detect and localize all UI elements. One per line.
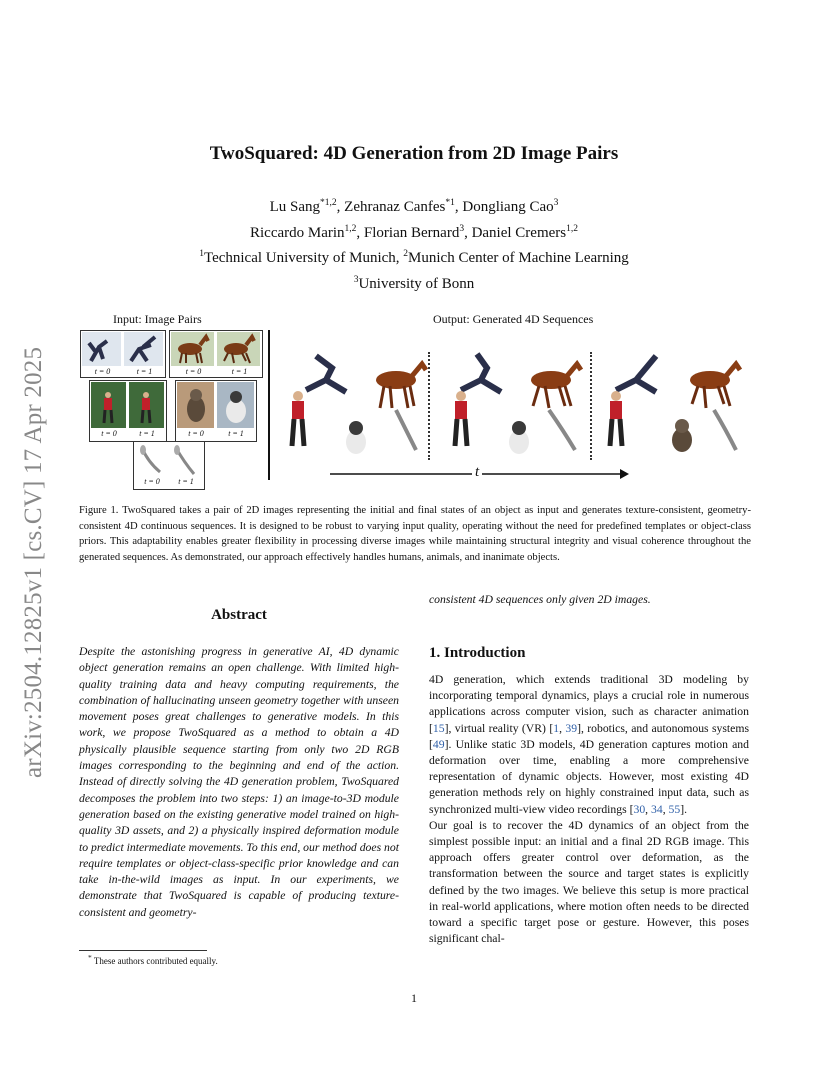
figure-caption: Figure 1. TwoSquared takes a pair of 2D images representing the initial and final states of an object as input and generates texture-consistent, geometry-consistent 4D continuous sequences. It is designed to be robust to varying input quality, operating without the need for predefined templates or object-class priors. This adaptability enables greater flexibility in processing diverse images while maintaining structural integrity and visual coherence throughout the generated sequences. As demonstrated, our approach effectively handles humans, animals, and inanimate objects. bbox=[79, 505, 751, 563]
author-affiliation-mark: 1,2 bbox=[566, 223, 578, 234]
paper-title: TwoSquared: 4D Generation from 2D Image Pairs bbox=[209, 143, 619, 164]
affiliation-text: University of Bonn bbox=[358, 275, 475, 292]
input-output-divider bbox=[268, 330, 270, 480]
intro-text-run: 4D generation, which extends traditional 3D modeling by incorporating temporal dynamics, plays a crucial role in numerous applications across computer vision, such as character animation [ bbox=[429, 673, 749, 735]
author-name: , Florian Bernard bbox=[356, 224, 460, 241]
citation-link[interactable]: 1 bbox=[553, 721, 560, 735]
citation-link[interactable]: 30 bbox=[633, 802, 646, 816]
arxiv-identifier: arXiv:2504.12825v1 [cs.CV] 17 Apr 2025 bbox=[20, 346, 47, 778]
input-pair-cat bbox=[175, 380, 257, 442]
footnote-mark: * bbox=[88, 953, 92, 962]
page-number: 1 bbox=[411, 991, 417, 1005]
input-pair-golfer bbox=[89, 380, 167, 442]
author-affiliation-mark: 3 bbox=[459, 223, 465, 234]
citation-link[interactable]: 49 bbox=[432, 737, 445, 751]
introduction-text bbox=[429, 672, 749, 947]
time-end-label: t = 1 bbox=[139, 429, 155, 438]
intro-text-run: ]. bbox=[680, 802, 688, 816]
affiliation-text: Munich Center of Machine Learning bbox=[408, 250, 629, 266]
abstract-heading: Abstract bbox=[211, 607, 267, 623]
intro-paragraph-1 bbox=[429, 672, 749, 818]
time-end-label: t = 1 bbox=[136, 367, 153, 376]
citation-link[interactable]: 15 bbox=[432, 721, 445, 735]
author-name: Riccardo Marin bbox=[249, 224, 345, 241]
generated-sequence-strip bbox=[276, 350, 746, 465]
affiliation-text: Technical University of Munich, bbox=[203, 250, 404, 266]
intro-text-run: ]. Unlike static 3D models, 4D generation captures motion and deformation over time, enabling a more comprehensive representation of dynamic objects. However, most existing 4D generation methods rely on highly constrained input data, such as synchronized multi-view video recordings [ bbox=[429, 737, 749, 816]
intro-text-run: ], virtual reality (VR) [ bbox=[444, 721, 554, 735]
author-block bbox=[0, 193, 828, 295]
citation-link[interactable]: 55 bbox=[668, 802, 681, 816]
time-start-label: t = 0 bbox=[144, 477, 160, 486]
time-start-label: t = 0 bbox=[185, 367, 202, 376]
input-pair-human-jump bbox=[80, 330, 166, 378]
time-start-label: t = 0 bbox=[101, 429, 117, 438]
footnote bbox=[88, 953, 218, 966]
author-name: Lu Sang bbox=[269, 199, 321, 215]
citation-link[interactable]: 34 bbox=[651, 802, 663, 816]
time-end-label: t = 1 bbox=[231, 367, 248, 376]
frame-separator bbox=[590, 352, 592, 460]
affiliation-line-2 bbox=[0, 270, 828, 296]
footnote-text: These authors contributed equally. bbox=[93, 956, 218, 966]
frame-2 bbox=[455, 354, 581, 454]
intro-text-run: , bbox=[559, 721, 566, 735]
input-pair-horse bbox=[169, 330, 263, 378]
generated-4d-sequence-image bbox=[276, 350, 746, 465]
affiliation-line-1 bbox=[0, 244, 828, 270]
abstract-continued: consistent 4D sequences only given 2D images. bbox=[429, 593, 651, 606]
affiliation-mark: 2 bbox=[403, 249, 409, 259]
affiliation-mark: 3 bbox=[353, 274, 359, 285]
author-name: , Dongliang Cao bbox=[454, 199, 554, 215]
intro-paragraph-2: Our goal is to recover the 4D dynamics of an object from the simplest possible input: an initial and a final 2D RGB image. This approach offers greater control over deformation, as the transformation between the source and target states is explicitly defined by the two images. We believe this setup is more practical in real-world applications, where motion often needs to be directed toward a specific target pose or gesture. However, this poses significant chal- bbox=[429, 818, 749, 946]
affiliation-mark: 1 bbox=[199, 249, 204, 259]
intro-text-run: , bbox=[662, 802, 669, 816]
author-name: , Daniel Cremers bbox=[464, 224, 567, 241]
author-line-2 bbox=[0, 219, 828, 245]
footnote-rule bbox=[79, 950, 207, 951]
intro-text-run: ], robotics, and autonomous systems [ bbox=[429, 721, 750, 751]
time-start-label: t = 0 bbox=[94, 367, 111, 376]
author-line-1 bbox=[0, 193, 828, 219]
time-start-label: t = 0 bbox=[188, 429, 204, 438]
figure-output-label: Output: Generated 4D Sequences bbox=[433, 312, 594, 326]
frame-separator bbox=[428, 352, 430, 460]
frame-3 bbox=[610, 356, 740, 452]
citation-link[interactable]: 39 bbox=[565, 721, 578, 735]
frame-1 bbox=[292, 356, 426, 454]
author-name: , Zehranaz Canfes bbox=[336, 199, 446, 215]
input-pair-spoon bbox=[133, 441, 205, 490]
intro-text-run: , bbox=[645, 802, 652, 816]
author-affiliation-mark: 3 bbox=[553, 198, 559, 208]
author-affiliation-mark: 1,2 bbox=[344, 223, 357, 234]
abstract-text: Despite the astonishing progress in generative AI, 4D dynamic object generation remains an open challenge. With limited high-quality training data and heavy computing requirements, the combination of hallucinating unseen geometry together with unseen movement poses great challenges to generative models. In this work, we propose TwoSquared as a method to obtain a 4D physically plausible sequence starting from only two 2D RGB images corresponding to the beginning and end of the action. Instead of directly solving the 4D generation problem, TwoSquared decomposes the problem into two steps: 1) an image-to-3D module generation based on the existing generative model trained on high-quality 3D assets, and 2) a physically inspired deformation module to predict intermediate movements. To this end, our method does not require templates or object-class-specific prior knowledge and can take in-the-wild images as input. In our experiments, we demonstrate that TwoSquared is capable of producing texture-consistent and geometry- bbox=[79, 645, 399, 919]
figure-input-label: Input: Image Pairs bbox=[113, 312, 202, 326]
time-end-label: t = 1 bbox=[178, 477, 194, 486]
time-axis-label: t bbox=[472, 464, 482, 481]
introduction-heading: 1. Introduction bbox=[429, 645, 526, 661]
time-end-label: t = 1 bbox=[228, 429, 244, 438]
author-affiliation-mark: *1 bbox=[445, 198, 455, 208]
author-affiliation-mark: *1,2 bbox=[320, 198, 337, 208]
